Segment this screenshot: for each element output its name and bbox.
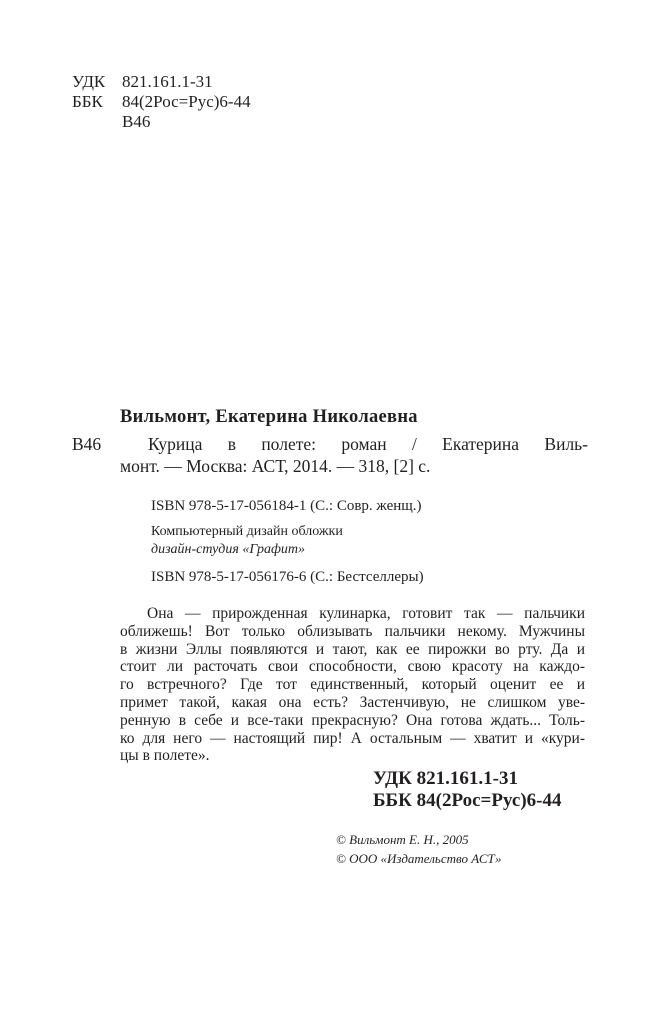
- isbn-2: ISBN 978-5-17-056176-6 (С.: Бестселлеры): [151, 569, 424, 585]
- bbk-label: ББК: [72, 92, 103, 111]
- annotation-line: примет такой, какая она есть? Застенчивую, не слишком уве-: [120, 693, 585, 711]
- annotation: [120, 605, 585, 765]
- title-line-1: Курица в полете: роман / Екатерина Виль-: [148, 434, 588, 454]
- annotation-line: в жизни Эллы появляются и тают, как ее пирожки во рту. Да и: [120, 640, 585, 658]
- udk-line: [72, 72, 213, 92]
- bbk-value: 84(2Рос=Рус)6-44: [122, 92, 251, 111]
- udk-label: УДК: [72, 72, 106, 91]
- bbk-line: [72, 92, 251, 112]
- udk-value: 821.161.1-31: [122, 72, 213, 91]
- bottom-udk: УДК 821.161.1-31: [373, 768, 518, 789]
- copyright-author: © Вильмонт Е. Н., 2005: [336, 832, 469, 847]
- copyright-publisher: © ООО «Издательство АСТ»: [336, 851, 502, 866]
- annotation-line: го встречного? Где тот единственный, который оценит ее и: [120, 676, 585, 694]
- annotation-line: Она — прирожденная кулинарка, готовит так — пальчики: [147, 605, 585, 622]
- annotation-line: оближешь! Вот только облизывать пальчики некому. Мужчины: [120, 622, 585, 640]
- cover-design-studio: дизайн-студия «Графит»: [151, 542, 306, 557]
- annotation-line: стоит ли расточать свои способности, свою красоту на каждо-: [120, 658, 585, 676]
- isbn-1: ISBN 978-5-17-056184-1 (С.: Совр. женщ.): [151, 498, 422, 514]
- annotation-line: ренную в себе и все-таки прекрасную? Она готова ждать... Толь-: [120, 711, 585, 729]
- annotation-line: цы в полете».: [120, 747, 210, 765]
- annotation-line: ко для него — настоящий пир! А остальным — хватит и «кури-: [120, 729, 585, 747]
- title-line-2: монт. — Москва: АСТ, 2014. — 318, [2] с.: [120, 456, 431, 476]
- author-heading: Вильмонт, Екатерина Николаевна: [120, 407, 418, 427]
- bottom-bbk: ББК 84(2Рос=Рус)6-44: [373, 790, 562, 811]
- author-mark-top: В46: [122, 112, 151, 131]
- author-mark: В46: [72, 434, 102, 454]
- cover-design-label: Компьютерный дизайн обложки: [151, 524, 343, 539]
